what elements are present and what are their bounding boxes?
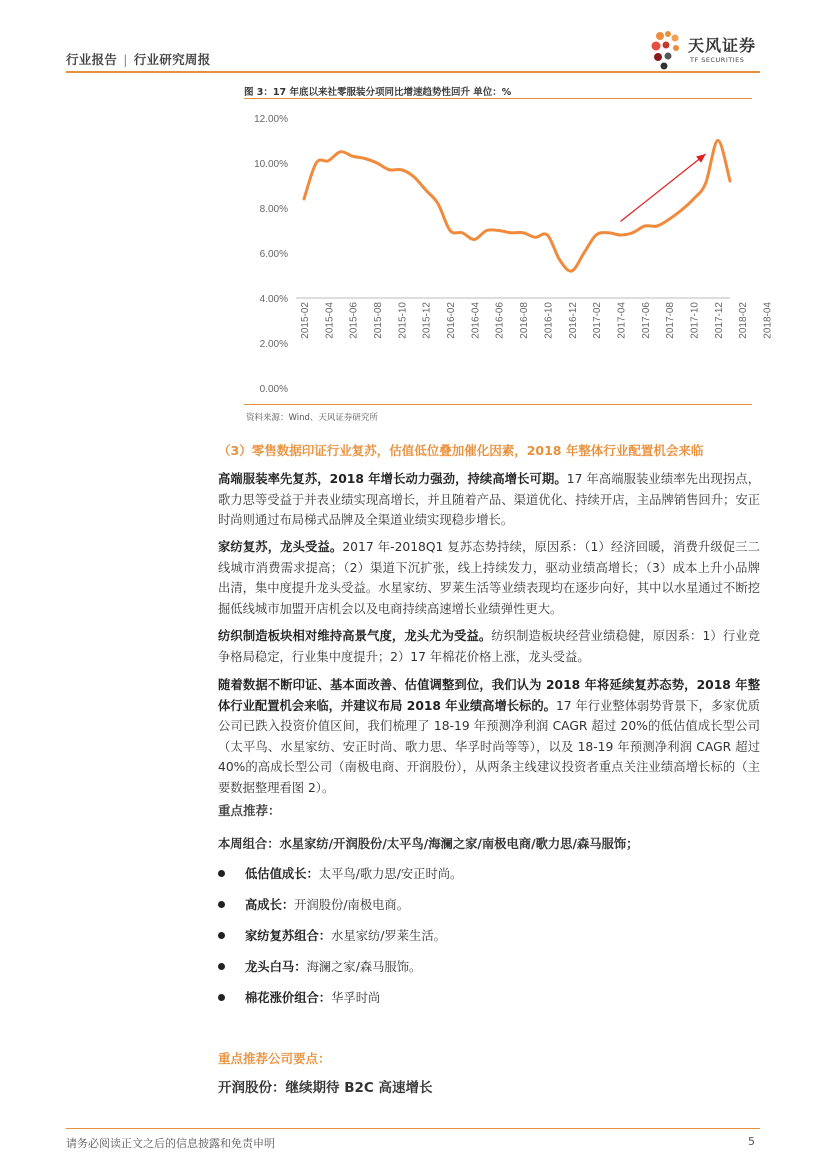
figure-title: 图 3：17 年底以来社零服装分项同比增速趋势性回升 单位：% bbox=[244, 87, 512, 98]
logo-flower-icon bbox=[648, 28, 688, 72]
bullet-dot-icon bbox=[218, 870, 225, 877]
paragraph-outlook bbox=[218, 675, 760, 798]
x-tick-label: 2018-04 bbox=[762, 302, 774, 339]
footer-disclaimer: 请务必阅读正文之后的信息披露和免责申明 bbox=[66, 1137, 275, 1150]
x-tick-label: 2015-02 bbox=[300, 302, 311, 339]
paragraph-body: 17 年高端服装业绩率先出现拐点，歌力思等受益于并表业绩实现高增长，并且随着产品、渠道优化、持续开店，主品牌销售回升；安正时尚则通过布局梯式品牌及全渠道业绩实现稳步增长。 bbox=[218, 472, 760, 527]
x-tick-label: 2016-08 bbox=[519, 302, 531, 339]
footer-divider bbox=[66, 1128, 760, 1129]
series-line bbox=[304, 140, 730, 271]
paragraph-lead: 高端服装率先复苏，2018 年增长动力强劲，持续高增长可期。 bbox=[218, 472, 567, 486]
company-logo bbox=[648, 28, 768, 72]
bullet-dot-icon bbox=[218, 994, 225, 1001]
header-divider bbox=[66, 71, 760, 73]
list-item-label: 龙头白马： bbox=[245, 960, 307, 974]
y-tick-label: 8.00% bbox=[259, 204, 288, 215]
logo-subtitle: TF SECURITIES bbox=[690, 56, 745, 64]
x-tick-label: 2017-04 bbox=[616, 302, 628, 339]
x-tick-label: 2015-04 bbox=[324, 302, 336, 339]
list-item bbox=[218, 864, 462, 882]
list-item-text: 海澜之家/森马服饰。 bbox=[306, 960, 422, 974]
y-tick-label: 10.00% bbox=[254, 159, 288, 170]
y-axis-ticks bbox=[254, 114, 288, 395]
x-tick-label: 2015-08 bbox=[373, 302, 385, 339]
x-tick-label: 2017-10 bbox=[689, 302, 701, 339]
list-item-text: 开润股份/南极电商。 bbox=[294, 898, 410, 912]
header-category: 行业报告 bbox=[66, 52, 118, 67]
list-item bbox=[218, 957, 421, 975]
x-tick-label: 2016-10 bbox=[543, 302, 555, 339]
bullet-dot-icon bbox=[218, 901, 225, 908]
paragraph-lead: 随着数据不断印证、基本面改善、估值调整到位，我们认为 2018 年将延续复苏态势，2018 年整体行业配置机会来临，并建议布局 2018 年业绩高增长标的。 bbox=[218, 678, 760, 713]
x-tick-label: 2016-02 bbox=[446, 302, 458, 339]
list-item-label: 高成长： bbox=[245, 898, 295, 912]
paragraph-home-textile bbox=[218, 537, 760, 619]
x-tick-label: 2017-02 bbox=[592, 302, 604, 339]
figure-source: 资料来源：Wind、天风证券研究所 bbox=[246, 413, 378, 423]
trend-arrow-head-icon bbox=[696, 154, 706, 163]
annotation-layer bbox=[620, 154, 705, 222]
list-item-label: 低估值成长： bbox=[245, 867, 319, 881]
x-tick-label: 2017-06 bbox=[640, 302, 652, 339]
list-item-label: 棉花涨价组合： bbox=[245, 991, 332, 1005]
weekly-portfolio: 本周组合：水星家纺/开润股份/太平鸟/海澜之家/南极电商/歌力思/森马服饰； bbox=[218, 837, 639, 851]
x-tick-label: 2015-10 bbox=[397, 302, 409, 339]
list-item-label: 家纺复苏组合： bbox=[245, 929, 332, 943]
bullet-dot-icon bbox=[218, 932, 225, 939]
header-report-type: 行业研究周报 bbox=[133, 52, 211, 67]
list-item bbox=[218, 926, 446, 944]
figure-top-rule bbox=[244, 98, 752, 99]
page-number: 5 bbox=[748, 1135, 755, 1148]
recommend-heading: 重点推荐： bbox=[218, 803, 281, 818]
x-tick-label: 2018-02 bbox=[738, 301, 750, 339]
line-chart bbox=[240, 100, 774, 405]
trend-arrow-line bbox=[620, 154, 705, 222]
x-tick-label: 2016-04 bbox=[470, 302, 482, 339]
paragraph-lead: 家纺复苏，龙头受益。 bbox=[218, 540, 343, 554]
x-tick-label: 2017-12 bbox=[713, 302, 725, 339]
y-tick-label: 6.00% bbox=[259, 249, 288, 260]
y-tick-label: 12.00% bbox=[254, 114, 288, 125]
list-item-text: 太平鸟/歌力思/安正时尚。 bbox=[318, 867, 463, 881]
section-heading: （3）零售数据印证行业复苏，估值低位叠加催化因素，2018 年整体行业配置机会来临 bbox=[218, 443, 704, 458]
paragraph-body: 17 年行业整体弱势背景下，多家优质公司已跌入投资价值区间，我们梳理了 18-19 年预测净利润 CAGR 超过 20%的低估值成长型公司（太平鸟、水星家纺、安正时尚、歌力思、华孚时尚等等），以及 18-19 年预测净利润 CAGR 超过 40%的高成长型公司（南极电商、开润股份），从两条主线建议投资者重点关注业绩高增长标的（主要数据整理看图 2）。 bbox=[218, 698, 760, 795]
figure-bottom-rule bbox=[244, 404, 752, 405]
logo-name: 天风证券 bbox=[688, 36, 757, 55]
series-layer bbox=[304, 140, 730, 271]
y-tick-label: 2.00% bbox=[259, 339, 288, 350]
y-tick-label: 0.00% bbox=[259, 384, 288, 395]
x-tick-label: 2017-08 bbox=[665, 302, 677, 339]
key-points-heading: 重点推荐公司要点： bbox=[218, 1051, 331, 1066]
paragraph-body: 纺织制造板块经营业绩稳健，原因系：1）行业竞争格局稳定，行业集中度提升；2）17 年棉花价格上涨，龙头受益。 bbox=[218, 629, 760, 664]
y-tick-label: 4.00% bbox=[259, 294, 288, 305]
list-item-text: 水星家纺/罗莱生活。 bbox=[331, 929, 446, 943]
paragraph-textile-manufacturing bbox=[218, 626, 760, 667]
paragraph-body: 2017 年-2018Q1 复苏态势持续，原因系：（1）经济回暖，消费升级促三二线城市消费需求提高；（2）渠道下沉扩张，线上持续发力，驱动业绩高增长；（3）成本上升小品牌出清，集中度提升龙头受益。水星家纺、罗莱生活等业绩表现均在逐步向好，其中以水星通过不断挖掘低线城市加盟开店机会以及电商持续高速增长业绩弹性更大。 bbox=[218, 540, 760, 616]
company-heading: 开润股份：继续期待 B2C 高速增长 bbox=[218, 1080, 433, 1096]
list-item bbox=[218, 988, 380, 1006]
list-item-text: 华孚时尚 bbox=[331, 991, 381, 1005]
x-tick-label: 2015-06 bbox=[348, 302, 360, 339]
header-separator: | bbox=[123, 52, 128, 67]
list-item bbox=[218, 895, 409, 913]
x-axis-ticks bbox=[300, 302, 774, 339]
paragraph-high-end-apparel bbox=[218, 469, 760, 531]
x-tick-label: 2015-12 bbox=[421, 302, 433, 339]
x-tick-label: 2016-06 bbox=[494, 302, 506, 339]
paragraph-lead: 纺织制造板块相对维持高景气度，龙头尤为受益。 bbox=[218, 629, 492, 643]
bullet-dot-icon bbox=[218, 963, 225, 970]
header-breadcrumb bbox=[66, 50, 211, 68]
x-tick-label: 2016-12 bbox=[567, 302, 579, 339]
